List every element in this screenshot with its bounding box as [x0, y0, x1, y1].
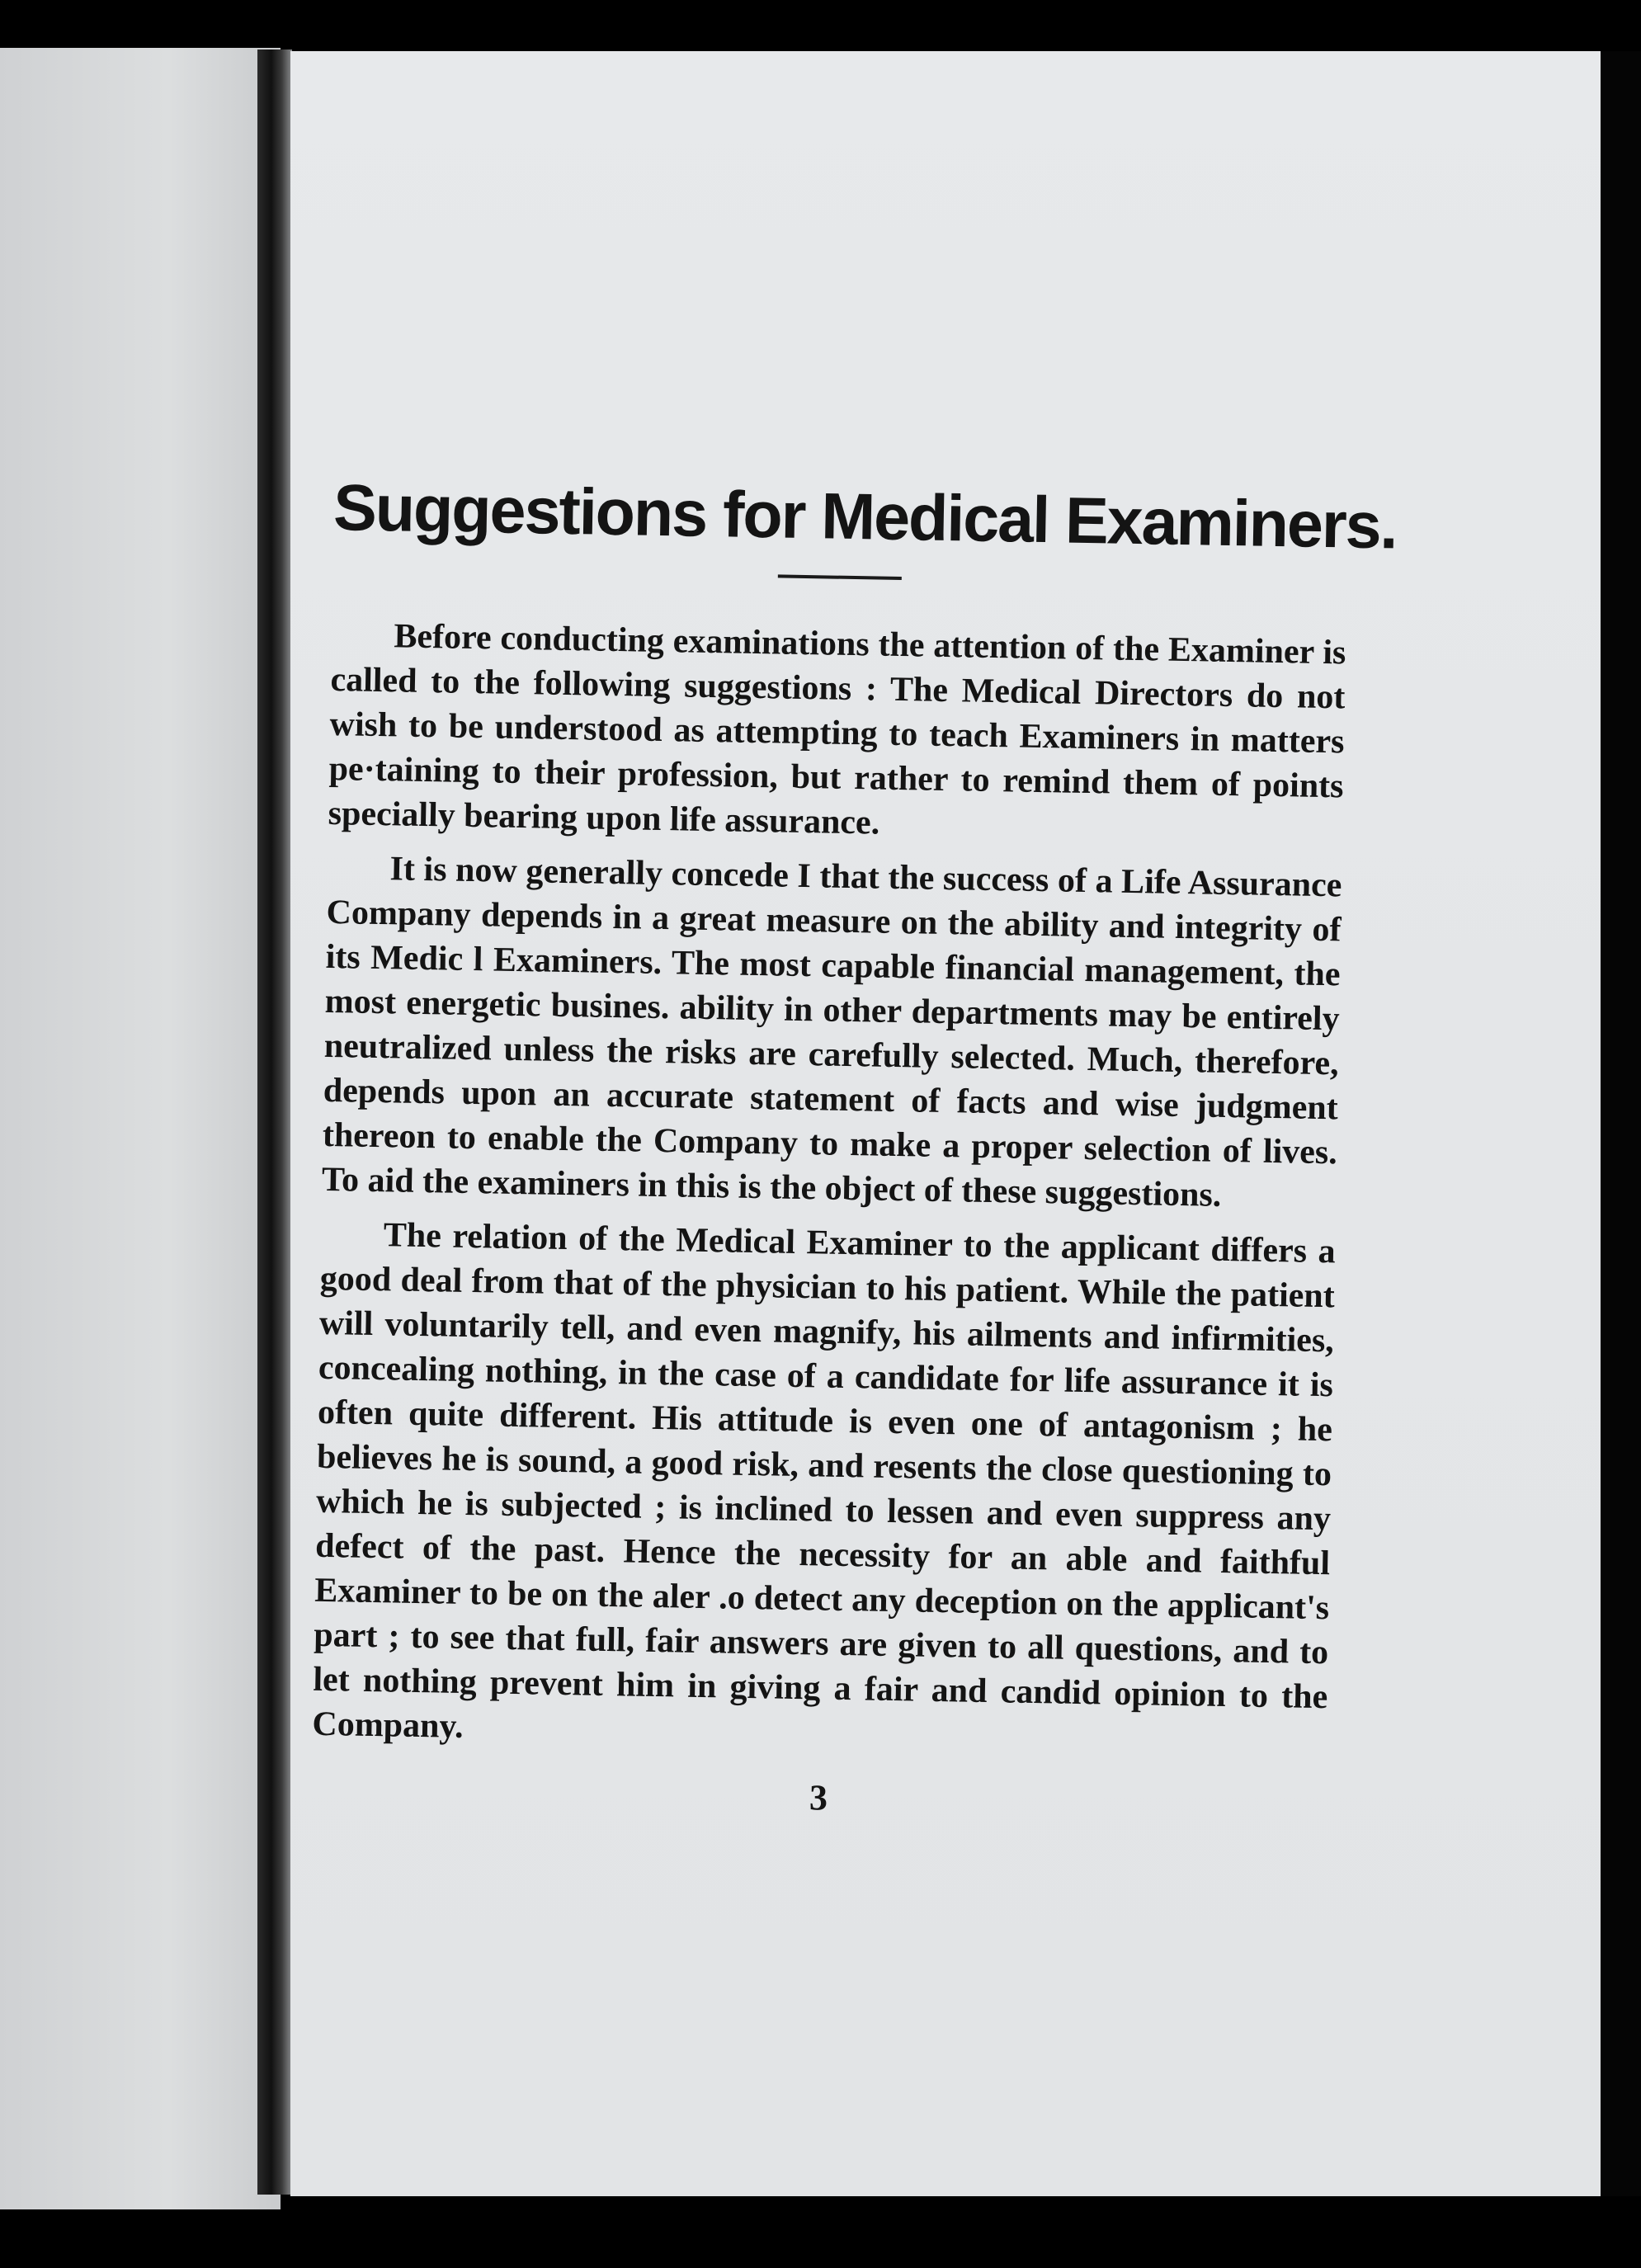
- book-gutter: [257, 50, 292, 2195]
- title-divider: [778, 574, 902, 580]
- paragraph-examiner-relation: The relation of the Medical Examiner to the applicant differs a good deal from that of the physician to his patient. While the patient will voluntarily tell, and even magnify, his ailments and infirmities, concealing nothing, in the case of a candidate for life assurance it is often quite different. His attitude is even one of antagonism ; he believes he is sound, a good risk, and resents the close questioning to which he is subjected ; is inclined to lessen and even suppress any defect of the past. Hence the necessity for an able and faithful Examiner to be on the aler .o detect any deception on the applicant's part ; to see that full, fair answers are given to all questions, and to let nothing prevent him in giving a fair and candid opinion to the Company.: [312, 1216, 1337, 1746]
- paragraph-introduction: Before conducting examinations the attention of the Examiner is called to the following suggestions : The Medical Directors do not wish to be understood as attempting to teach Examiners in matters pe·taining to their profession, but rather to remind them of points specially bearing upon life assurance.: [328, 617, 1346, 842]
- page-number: 3: [809, 1777, 828, 1818]
- page-content: [311, 470, 1398, 1827]
- scan-border: [1601, 51, 1641, 2196]
- page-title: Suggestions for Medical Examiners.: [332, 470, 1398, 563]
- paragraph-success-of-company: It is now generally concede I that the success of a Life Assurance Company depends in a great measure on the ability and integrity of its Medic l Examiners. The most capable financial management, the most energetic busines. ability in other departments may be entirely neutralized unless the risks are carefully selected. Much, therefore, depends upon an accurate statement of facts and wise judgment thereon to enable the Company to make a proper selection of lives. To aid the examiners in this is the object of these suggestions.: [321, 850, 1342, 1214]
- left-page-edge: [0, 48, 281, 2209]
